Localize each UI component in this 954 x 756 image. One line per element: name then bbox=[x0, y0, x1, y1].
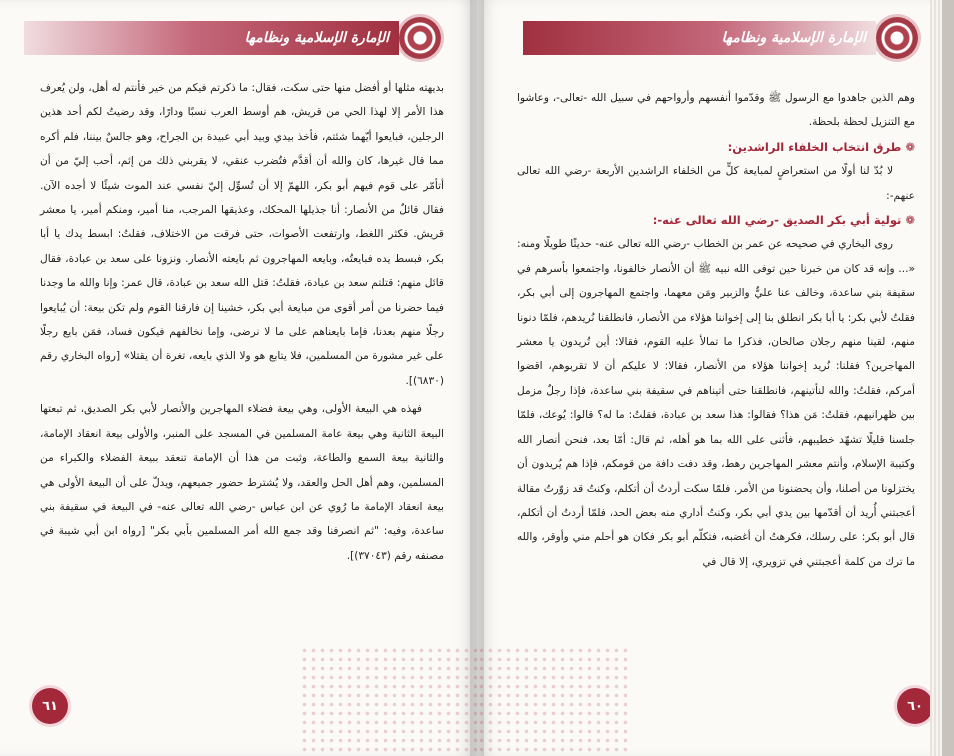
page-number: ٦١ bbox=[32, 688, 68, 724]
right-page-text bbox=[517, 86, 915, 574]
paragraph: لا بُدّ لنا أولًا من استعراضٍ لمبايعة كلٍّ من الخلفاء الراشدين الأربعة -رضي الله تعالى عنهم-: bbox=[517, 165, 915, 202]
right-page-header bbox=[523, 16, 918, 60]
flower-bullet-icon: ❁ bbox=[905, 213, 915, 228]
paragraph: وهم الذين جاهدوا مع الرسول ﷺ وقدّموا أنفسهم وأرواحهم في سبيل الله -تعالى-، وعاشوا مع التنزيل لحظة بلحظة. bbox=[517, 92, 915, 129]
rosette-ornament-icon bbox=[876, 17, 918, 59]
paragraph: بديهته مثلها أو أفضل منها حتى سكت، فقال: ما ذكرتم فيكم من خير فأنتم له أهل، ولن يُعرف هذا الأمر إلا لهذا الحي من قريش، هم أوسط العرب نسبًا ودارًا، وقد رضيتُ لكم أحد هذين الرجلين، فبايعوا أيّهما شئتم، فأخذ بيدي وبيد أبي عبيدة بن الجراح، وهو جالسٌ بيننا، فلم أكره مما قال غيرها، كان والله أن أقدَّم فتُضرب عنقي، لا يقربني ذلك من إثم، أحب إليّ من أن أتأمّر على قوم فيهم أبو بكر، اللهمّ إلا أن تُسوِّل إليّ نفسي عند الموت شيئًا لا أجده الآن. فقال قائلٌ من الأنصار: أنا جذيلها المحكك، وعذيقها المرجب، منا أمير، ومنكم أمير، يا معشر قريش. فكثر اللغط، وارتفعت الأصوات، حتى فرقت من الاختلاف، فقلتُ: ابسط يدك يا أبا بكر، فبسط يده فبايعتُه، وبايعه المهاجرون ثم بايعته الأنصار. ونزونا على سعد بن عبادة، فقال قائل منهم: قتلتم سعد بن عبادة، فقلتُ: قتل الله سعد بن عبادة، قال عمر: وإنا والله ما وجدنا فيما حضرنا من أمر أقوى من مبايعة أبي بكر، خشينا إن فارقنا القوم ولم تكن بيعة: أن يُبايعوا رجلًا منهم بعدنا، فإما بايعناهم على ما لا نرضى، وإما نخالفهم فيكون فساد، فمَن بايع رجلًا على غير مشورة من المسلمين، فلا يتابع هو ولا الذي بايعه، تغرة أن يقتلا» [رواه البخاري رقم (٦٨٣٠)]. bbox=[40, 82, 444, 387]
page-number: ٦٠ bbox=[897, 688, 933, 724]
dot-pattern-decoration bbox=[300, 646, 477, 756]
paragraph: روى البخاري في صحيحه عن عمر بن الخطاب -رضي الله تعالى عنه- حديثًا طويلًا ومنه: «... وإنه قد كان من خبرنا حين توفى الله نبيه ﷺ أن الأنصار خالفونا، واجتمعوا بأسرهم في سقيفة بني ساعدة، وخالف عنا عليٌّ والزبير ومَن معهما، واجتمع المهاجرون إلى أبي بكر، فقلتُ لأبي بكر: يا أبا بكر انطلق بنا إلى إخواننا هؤلاء من الأنصار، فانطلقنا نُريدهم، فلمّا دنونا منهم، لقينا منهم رجلان صالحان، فذكرا ما تمالأ عليه القوم، فقالا: أين تُريدون يا معشر المهاجرين؟ فقلنا: نُريد إخواننا هؤلاء من الأنصار، فقالا: لا عليكم أن لا تقربوهم، اقضوا أمركم، فقلتُ: والله لنأتينهم، فانطلقنا حتى أتيناهم في سقيفة بني ساعدة، فإذا رجلٌ مزمل بين ظهرانيهم، فقلتُ: مَن هذا؟ فقالوا: هذا سعد بن عبادة، فقلتُ: ما له؟ قالوا: يُوعك، فلمّا جلسنا قليلًا تشهّد خطيبهم، فأثنى على الله بما هو أهله، ثم قال: أمّا بعد، فنحن أنصار الله وكتيبة الإسلام، وأنتم معشر المهاجرين رهط، وقد دفت دافة من قومكم، فإذا هم يُريدون أن يختزلونا من أصلنا، وأن يحضنونا من الأمر. فلمّا سكت أردتُ أن أتكلم، وكنتُ قد زوّرتُ مقالة أعجبتني أُريد أن أقدّمها بين يدي أبي بكر، وكنتُ أداري منه بعض الحد، فلمّا أردتُ أن أتكلم، قال أبو بكر: على رسلك، فكرهتُ أن أغضبه، فتكلّم أبو بكر فكان هو أحلم مني وأوقر، والله ما ترك من كلمة أعجبتني في تزويري، إلا قال في bbox=[517, 238, 915, 568]
heading-text: تولية أبي بكر الصديق -رضي الله تعالى عنه-: bbox=[652, 213, 902, 228]
page-edge bbox=[930, 0, 942, 756]
left-page-header bbox=[18, 16, 441, 60]
header-band bbox=[24, 21, 399, 55]
section-heading bbox=[517, 208, 915, 232]
section-heading bbox=[517, 135, 915, 159]
paragraph: فهذه هي البيعة الأولى، وهي بيعة فضلاء المهاجرين والأنصار لأبي بكر الصديق، ثم تبعتها البيعة الثانية وهي بيعة عامة المسلمين في المسجد على المنبر، والأولى بيعة انعقاد الإمامة، والثانية بيعة السمع والطاعة، وثبت من هذا أن الإمامة تنعقد ببيعة الفضلاء والكبراء من المسلمين، وهم أهل الحل والعقد، ولا يُشترط حضور جميعهم، ويدلّ على أن البيعة الأولى هي بيعة انعقاد الإمامة ما رُوي عن ابن عباس -رضي الله تعالى عنه- في البيعة في سقيفة بني ساعدة، وفيه: "ثم انصرفنا وقد جمع الله أمر المسلمين بأبي بكر" [رواه ابن أبي شيبة في مصنفه رقم (٣٧٠٤٣)]. bbox=[40, 403, 444, 562]
right-page bbox=[477, 0, 942, 756]
left-page-text bbox=[40, 76, 444, 568]
heading-text: طرق انتخاب الخلفاء الراشدين: bbox=[727, 139, 902, 154]
running-title: الإمارة الإسلامية ونظامها bbox=[244, 30, 389, 46]
running-title: الإمارة الإسلامية ونظامها bbox=[721, 30, 866, 46]
dot-pattern-decoration bbox=[477, 646, 627, 756]
book-spine bbox=[470, 0, 484, 756]
rosette-ornament-icon bbox=[399, 17, 441, 59]
header-band bbox=[523, 21, 876, 55]
flower-bullet-icon: ❁ bbox=[905, 139, 915, 154]
